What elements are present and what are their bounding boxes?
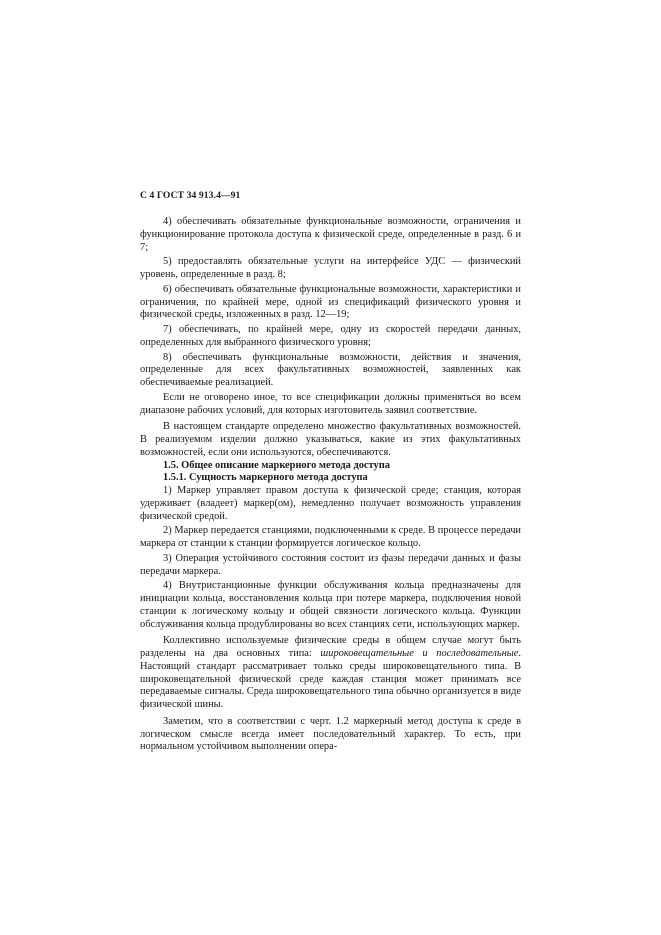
list-item-5: 5) предоставлять обязательные услуги на интерфейсе УДС — физический уровень, определенные в разд. 8; [140, 256, 521, 280]
paragraph-media-types: Коллективно используемые физические среды в общем случае могут быть разделены на два основных типа: широковещательные и последовательные. Настоящий стандарт рассматривает только среды широковещательного типа. В широковещательной физической среде каждая станция может принимать все передаваемые сигналы. Среда широковещательного типа обычно организуется в виде физической шины. [140, 635, 521, 710]
page-header: С 4 ГОСТ 34 913.4—91 [140, 190, 241, 201]
list-item-4: 4) обеспечивать обязательные функциональные возможности, ограничения и функционирование протокола доступа к физической среде, определенные в разд. 6 и 7; [140, 216, 521, 253]
paragraph-note: Заметим, что в соответствии с черт. 1.2 маркерный метод доступа к среде в логическом смысле всегда имеет последовательный характер. То есть, при нормальном устойчивом выполнении опера- [140, 715, 521, 753]
list-item-8: 8) обеспечивать функциональные возможности, действия и значения, определенные для всех факультативных возможностей, заявленных как обеспечиваемые реализацией. [140, 351, 521, 388]
principle-item-2: 2) Маркер передается станциями, подключенными к среде. В процессе передачи маркера от станции к станции формируется логическое кольцо. [140, 525, 521, 549]
principle-item-4: 4) Внутристанционные функции обслуживания кольца предназначены для инициации кольца, восстановления кольца при потере маркера, подключения новой станции к логическому кольцу и общей связности логического кольца. Функции обслуживания кольца продублированы во всех станциях сети, использующих маркер. [140, 580, 521, 630]
section-heading-1-5-1: 1.5.1. Сущность маркерного метода доступа [163, 472, 368, 484]
list-item-6: 6) обеспечивать обязательные функциональные возможности, характеристики и ограничения, по крайней мере, одной из спецификаций физического уровня и физической среды, изложенных в разд. 12—19; [140, 283, 521, 321]
section-heading-1-5: 1.5. Общее описание маркерного метода доступа [163, 459, 390, 471]
principle-item-3: 3) Операция устойчивого состояния состоит из фазы передачи данных и фазы передачи маркера. [140, 552, 521, 577]
principle-item-1: 1) Маркер управляет правом доступа к физической среде; станция, которая удерживает (владеет) маркер(ом), немедленно получает возможность управления физической средой. [140, 485, 521, 522]
paragraph-optional: В настоящем стандарте определено множество факультативных возможностей. В реализуемом изделии должно указываться, какие из этих факультативных возможностей, если они используются, обеспечиваются. [140, 421, 521, 458]
italic-term: широковещательные и последовательные [320, 648, 519, 659]
document-body [140, 214, 521, 754]
list-item-7: 7) обеспечивать, по крайней мере, одну из скоростей передачи данных, определенных для выбранного физического уровня; [140, 324, 521, 348]
paragraph-conditions: Если не оговорено иное, то все спецификации должны применяться во всем диапазоне рабочих условий, для которых изготовитель заявил соответствие. [140, 391, 521, 416]
